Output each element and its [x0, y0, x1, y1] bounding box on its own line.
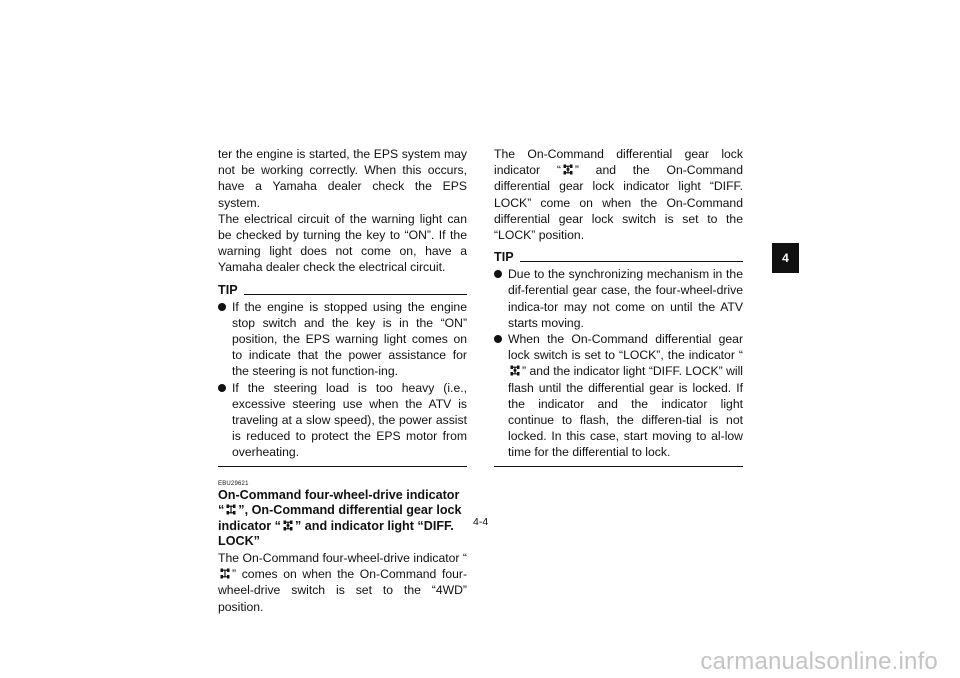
- left-column: [218, 146, 467, 615]
- list-item: When the On-Command differential gear lock switch is set to “LOCK”, the indicator “ ” and the indicator light “DIFF. LOCK” will flash until the differential gear is locked. If the indicator and the indicator light continue to flash, the differen-tial is not locked. In this case, start moving to al-low time for the differential to lock.: [494, 331, 743, 461]
- tip-label: TIP: [218, 282, 238, 297]
- list-item: If the steering load is too heavy (i.e., excessive steering use when the ATV is traveling at a slow speed), the power assist is reduced to protect the EPS motor from overheating.: [218, 380, 467, 461]
- differential-lock-icon: [510, 365, 520, 376]
- four-wheel-drive-paragraph: The On-Command four-wheel-drive indicator “ ” comes on when the On-Command four-wheel-drive switch is set to the “4WD” position.: [218, 551, 467, 614]
- four-wheel-drive-icon: [220, 568, 230, 579]
- bullet-icon: [494, 270, 502, 278]
- section-code: EBU29621: [218, 480, 249, 487]
- four-wheel-drive-icon: [226, 504, 236, 515]
- tip-rule: [244, 294, 467, 295]
- bullet-icon: [218, 384, 226, 392]
- tip-header: [218, 283, 467, 298]
- tip-rule: [520, 261, 743, 262]
- right-column: [494, 146, 743, 467]
- watermark: carmanualsonline.info: [700, 648, 938, 675]
- differential-lock-icon: [283, 520, 293, 531]
- page-number: 4-4: [473, 516, 489, 528]
- bullet-icon: [494, 335, 502, 343]
- differential-lock-icon: [563, 164, 573, 175]
- bullet-icon: [218, 303, 226, 311]
- tip-end-rule: [494, 466, 743, 467]
- tip-header: [494, 250, 743, 265]
- tip-list: [494, 266, 743, 460]
- tip-label: TIP: [494, 250, 514, 265]
- differential-lock-paragraph: The On-Command differential gear lock indicator “ ” and the On-Command differential gear lock indicator light “DIFF. LOCK” come on when the On-Command differential gear lock switch is set to the “LOCK” position.: [494, 147, 743, 243]
- tip-end-rule: [218, 466, 467, 467]
- chapter-tab: 4: [772, 243, 799, 273]
- list-item: If the engine is stopped using the engine stop switch and the key is in the “ON” position, the EPS warning light comes on to indicate that the power assistance for the steering is not function-ing.: [218, 299, 467, 380]
- list-item: Due to the synchronizing mechanism in the dif-ferential gear case, the four-wheel-drive indica-tor may not come on until the ATV starts moving.: [494, 266, 743, 331]
- tip-list: [218, 299, 467, 461]
- warning-circuit-paragraph: The electrical circuit of the warning light can be checked by turning the key to “ON”. If the warning light does not come on, have a Yamaha dealer check the electrical circuit.: [218, 211, 467, 275]
- intro-paragraph: ter the engine is started, the EPS system may not be working correctly. When this occurs, have a Yamaha dealer check the EPS system.: [218, 147, 467, 210]
- section-heading: On-Command four-wheel-drive indicator “ ”, On-Command differential gear lock indicator “ ” and indicator light “DIFF. LOCK”: [218, 487, 462, 549]
